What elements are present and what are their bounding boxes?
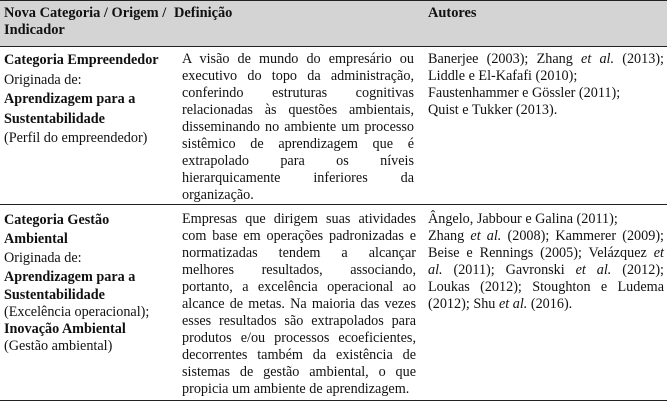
row2-definition-cell [182,211,416,398]
definition-line: A visão de mundo do empresário ou [182,51,414,67]
header-category-origin-indicator [4,5,166,39]
authors-line: Liddle e El-Kafafi (2010); [428,68,578,84]
definition-line: conferindo estruturas cognitivas [182,85,414,101]
origin-name: Inovação Ambiental [4,321,126,337]
header-authors: Autores [428,5,477,21]
definition-line: sistêmico de aprendizagem que é [182,136,414,152]
header-line: Nova Categoria / Origem / [4,5,167,21]
definition-line: relacionadas às questões ambientais, [182,102,414,118]
definition-line: propicia um ambiente de aprendizagem. [182,381,410,397]
origin-name: Sustentabilidade [4,110,105,127]
authors-line: Loukas (2012); Stoughton e Ludema [428,279,664,295]
authors-line: Ângelo, Jabbour e Galina (2011); [428,211,618,227]
authors-line: al. (2011); Gavronski et al. (2012); [428,262,664,278]
header-line: Indicador [4,22,65,38]
header-bottom-rule [0,46,667,47]
definition-line: organização. [182,187,254,203]
row1-definition-cell [182,51,414,204]
authors-line: Quist e Tukker (2013). [428,102,558,118]
definition-line: com base em operações padronizadas e [182,228,416,244]
definition-line: executivo do topo da administração, [182,68,414,84]
origin-label: Originada de: [4,71,82,88]
definition-line: produtos e/ou processos ecoeficientes, [182,330,416,346]
definition-line: normatizadas tendem a alcançar [182,245,416,261]
definition-line: alcance de metas. Na maioria das vezes [182,296,416,312]
indicator: (Excelência operacional); [4,304,150,320]
definition-line: melhores resultados, associando, [182,262,416,278]
definition-line: hierarquicamente inferiores da [182,170,414,186]
row2-authors-cell [428,211,664,313]
authors-line: Beise e Rennings (2005); Velázquez et [428,245,664,261]
authors-line: Banerjee (2003); Zhang et al. (2013); [428,51,664,67]
category-title: Ambiental [4,231,68,247]
row2-category-cell [4,211,172,355]
definition-line: sistemas de gestão ambiental, o que [182,364,416,380]
definition-line: esses resultados são extrapolados para [182,313,416,329]
row1-authors-cell [428,51,664,119]
origin-name: Aprendizagem para a [4,91,136,107]
authors-line: Faustenhammer e Gössler (2011); [428,85,621,101]
definition-line: decorrentes também da existência de [182,347,416,363]
category-title: Categoria Gestão [4,212,110,228]
indicator: (Gestão ambiental) [4,338,113,354]
origin-label: Originada de: [4,250,82,266]
definition-line: portanto, a excelência operacional ao [182,279,416,295]
authors-line: Zhang et al. (2008); Kammerer (2009); [428,228,664,244]
header-definition: Definição [174,5,233,21]
category-title: Categoria Empreendedor [4,52,159,68]
indicator: (Perfil do empreendedor) [4,130,148,146]
definition-line: disseminando no ambiente um processo [182,119,414,135]
origin-name: Aprendizagem para a [4,269,136,285]
row-divider [0,204,667,205]
origin-name: Sustentabilidade [4,287,105,303]
definition-line: extrapolado para os níveis [182,153,414,169]
row1-category-cell [4,51,172,149]
definition-line: Empresas que dirigem suas atividades [182,211,416,227]
authors-line: (2012); Shu et al. (2016). [428,296,573,312]
